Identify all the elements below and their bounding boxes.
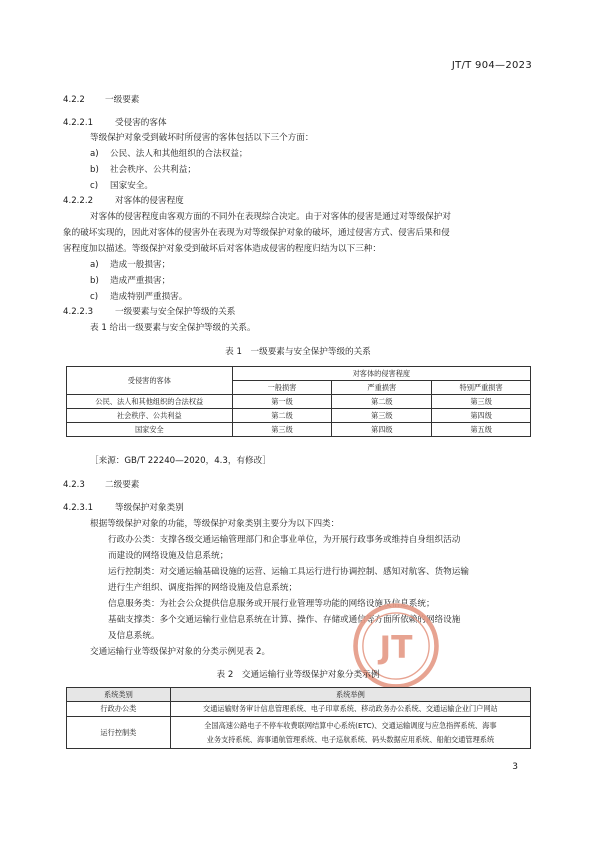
standard-code: JT/T 904—2023 xyxy=(451,60,532,71)
list-item-mark: a) xyxy=(90,260,99,270)
table-header-cell: 受侵害的客体 xyxy=(67,367,233,395)
section-title: 一级要素 xyxy=(105,95,140,105)
table-1 xyxy=(66,366,531,437)
table-caption: 表 2 交通运输行业等级保护对象分类示例 xyxy=(216,670,380,680)
paragraph-line: 对客体的侵害程度由客观方面的不同外在表现综合决定。由于对客体的侵害是通过对等级保护对 xyxy=(90,212,451,222)
section-number: 4.2.3 xyxy=(63,480,85,490)
paragraph: 等级保护对象受到破坏时所侵害的客体包括以下三个方面： xyxy=(90,133,314,143)
paragraph: 交通运输行业等级保护对象的分类示例见表 2。 xyxy=(90,647,271,657)
list-item-mark: c) xyxy=(90,292,99,302)
paragraph-line: 害程度加以描述。等级保护对象受到破坏后对客体造成侵害的程度归结为以下三种： xyxy=(63,244,381,254)
table-2 xyxy=(66,687,531,749)
page-number: 3 xyxy=(512,762,518,772)
paragraph: 表 1 给出一级要素与安全保护等级的关系。 xyxy=(90,323,256,333)
table-source-note: ［来源：GB/T 22240—2020，4.3，有修改］ xyxy=(90,456,271,466)
list-item-mark: a) xyxy=(90,149,99,159)
section-number: 4.2.2.3 xyxy=(63,307,94,317)
table-cell: 第三级 xyxy=(432,395,531,409)
list-item-mark: c) xyxy=(90,181,99,191)
table-cell: 第三级 xyxy=(332,409,432,423)
table-header-cell: 系统类别 xyxy=(67,688,171,702)
list-item: 造成严重损害； xyxy=(110,276,171,286)
table-cell: 第二级 xyxy=(232,409,332,423)
paragraph-line: 而建设的网络设施及信息系统； xyxy=(108,551,229,561)
section-number: 4.2.2 xyxy=(63,95,85,105)
paragraph-line: 行政办公类：支撑各级交通运输管理部门和企事业单位，为开展行政事务或维持自身组织活动 xyxy=(108,535,461,545)
table-row xyxy=(67,395,531,409)
table-cell: 运行控制类 xyxy=(67,717,171,749)
table-header-cell: 一般损害 xyxy=(232,381,332,395)
section-title: 受侵害的客体 xyxy=(115,118,167,128)
table-cell: 社会秩序、公共利益 xyxy=(67,409,233,423)
section-title: 对客体的侵害程度 xyxy=(115,196,184,206)
list-item: 社会秩序、公共利益； xyxy=(110,165,196,175)
table-row xyxy=(67,423,531,437)
paragraph-line: 象的破坏实现的，因此对客体的侵害外在表现为对等级保护对象的破坏，通过侵害方式、侵害后果和侵 xyxy=(63,228,450,238)
section-title: 等级保护对象类别 xyxy=(115,503,184,513)
table-header-cell: 系统举例 xyxy=(170,688,530,702)
paragraph-line: 信息服务类：为社会公众提供信息服务或开展行业管理等功能的网络设施及信息系统； xyxy=(108,599,435,609)
paragraph-line: 及信息系统。 xyxy=(108,631,160,641)
section-number: 4.2.2.1 xyxy=(63,118,94,128)
list-item: 国家安全。 xyxy=(110,181,153,191)
table-cell: 交通运输财务审计信息管理系统、电子印章系统、移动政务办公系统、交通运输企业门户网站 xyxy=(170,702,530,717)
table-cell-line: 业务支持系统、海事通航管理系统、电子巡航系统、码头数据应用系统、船舶交通管理系统 xyxy=(206,734,495,744)
table-row xyxy=(67,702,531,717)
paragraph-line: 基础支撑类：多个交通运输行业信息系统在计算、操作、存储或通信等方面所依赖的网络设施 xyxy=(108,615,461,625)
table-cell: 公民、法人和其他组织的合法权益 xyxy=(67,395,233,409)
table-cell: 第一级 xyxy=(232,395,332,409)
table-cell: 第五级 xyxy=(432,423,531,437)
table-cell: 第二级 xyxy=(332,395,432,409)
list-item: 公民、法人和其他组织的合法权益； xyxy=(110,149,248,159)
table-cell: 国家安全 xyxy=(67,423,233,437)
table-cell: 第三级 xyxy=(232,423,332,437)
table-row xyxy=(67,717,531,749)
section-title: 一级要素与安全保护等级的关系 xyxy=(115,307,236,317)
table-header-cell: 严重损害 xyxy=(332,381,432,395)
list-item-mark: b) xyxy=(90,165,99,175)
table-cell-line: 全国高速公路电子不停车收费联网结算中心系统(ETC)、交通运输调度与应急指挥系统、海事 xyxy=(204,720,497,730)
section-title: 二级要素 xyxy=(105,480,140,490)
svg-text:JT: JT xyxy=(379,629,413,666)
paragraph: 根据等级保护对象的功能，等级保护对象类别主要分为以下四类： xyxy=(90,519,340,529)
section-number: 4.2.2.2 xyxy=(63,196,94,206)
table-cell: 行政办公类 xyxy=(67,702,171,717)
list-item: 造成一般损害； xyxy=(110,260,171,270)
paragraph-line: 运行控制类：对交通运输基础设施的运营、运输工具运行进行协调控制、感知对航客、货物运输 xyxy=(108,567,469,577)
table-cell: 第四级 xyxy=(332,423,432,437)
table-header-cell: 特别严重损害 xyxy=(432,381,531,395)
table-row xyxy=(67,409,531,423)
list-item-mark: b) xyxy=(90,276,99,286)
table-caption: 表 1 一级要素与安全保护等级的关系 xyxy=(225,347,371,357)
table-header-cell: 对客体的侵害程度 xyxy=(232,367,530,381)
table-cell xyxy=(170,717,530,749)
table-cell: 第四级 xyxy=(432,409,531,423)
list-item: 造成特别严重损害。 xyxy=(110,292,188,302)
paragraph-line: 进行生产组织、调度指挥的网络设施及信息系统； xyxy=(108,583,298,593)
section-number: 4.2.3.1 xyxy=(63,503,94,513)
